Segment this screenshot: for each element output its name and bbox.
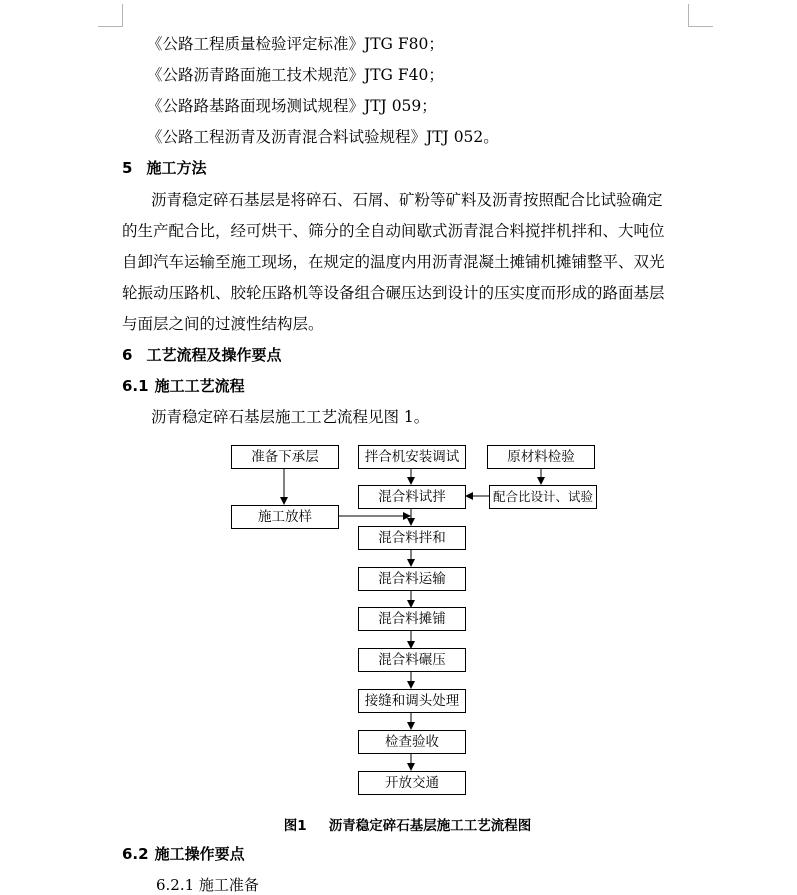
- section-number: 6.1: [122, 377, 149, 395]
- flow-box-transport: 混合料运输: [358, 567, 466, 591]
- flow-box-prepare: 准备下承层: [231, 445, 339, 469]
- flow-box-mixing: 混合料拌和: [358, 526, 466, 550]
- flow-box-inspection: 检查验收: [358, 730, 466, 754]
- section-title: 施工方法: [146, 159, 207, 177]
- paragraph-line: 的生产配合比，经可烘干、筛分的全自动间歇式沥青混合料搅拌机拌和、大吨位: [122, 222, 665, 240]
- reference-line: 《公路路基路面现场测试规程》JTJ 059；: [147, 97, 437, 115]
- section-number: 6: [122, 346, 133, 364]
- flow-box-trial-mix: 混合料试拌: [358, 485, 466, 509]
- figure-number: 图1: [283, 818, 307, 834]
- flow-box-open: 开放交通: [358, 771, 466, 795]
- flow-box-compaction: 混合料碾压: [358, 648, 466, 672]
- figure-caption: [0, 814, 797, 834]
- flow-box-layout: 施工放样: [231, 505, 339, 529]
- section-title: 施工工艺流程: [154, 377, 245, 395]
- flow-box-mix-design: 配合比设计、试验: [489, 485, 597, 509]
- section-title: 施工操作要点: [154, 845, 245, 863]
- reference-line: 《公路工程质量检验评定标准》JTG F80；: [147, 35, 444, 53]
- section-number: 5: [122, 159, 133, 177]
- flow-box-material-check: 原材料检验: [487, 445, 595, 469]
- paragraph-line: 轮振动压路机、胶轮压路机等设备组合碾压达到设计的压实度而形成的路面基层: [122, 284, 665, 302]
- paragraph-line: 自卸汽车运输至施工现场，在规定的温度内用沥青混凝土摊铺机摊铺整平、双光: [122, 253, 665, 271]
- subsection-heading: [122, 844, 245, 864]
- section-number: 6.2: [122, 845, 149, 863]
- paragraph-line: 沥青稳定碎石基层施工工艺流程见图 1。: [151, 408, 430, 426]
- flow-box-joint: 接缝和调头处理: [358, 689, 466, 713]
- paragraph-line: 沥青稳定碎石基层是将碎石、石屑、矿粉等矿料及沥青按照配合比试验确定: [151, 191, 663, 209]
- section-title: 工艺流程及操作要点: [146, 346, 282, 364]
- reference-line: 《公路沥青路面施工技术规范》JTG F40；: [147, 66, 444, 84]
- cutoff-line: 6.2.1 施工准备: [156, 876, 259, 894]
- paragraph-line: 与面层之间的过渡性结构层。: [122, 315, 324, 333]
- reference-line: 《公路工程沥青及沥青混合料试验规程》JTJ 052。: [147, 128, 499, 146]
- flow-box-setup: 拌合机安装调试: [358, 445, 466, 469]
- figure-title: 沥青稳定碎石基层施工工艺流程图: [328, 818, 532, 834]
- flow-box-paving: 混合料摊铺: [358, 607, 466, 631]
